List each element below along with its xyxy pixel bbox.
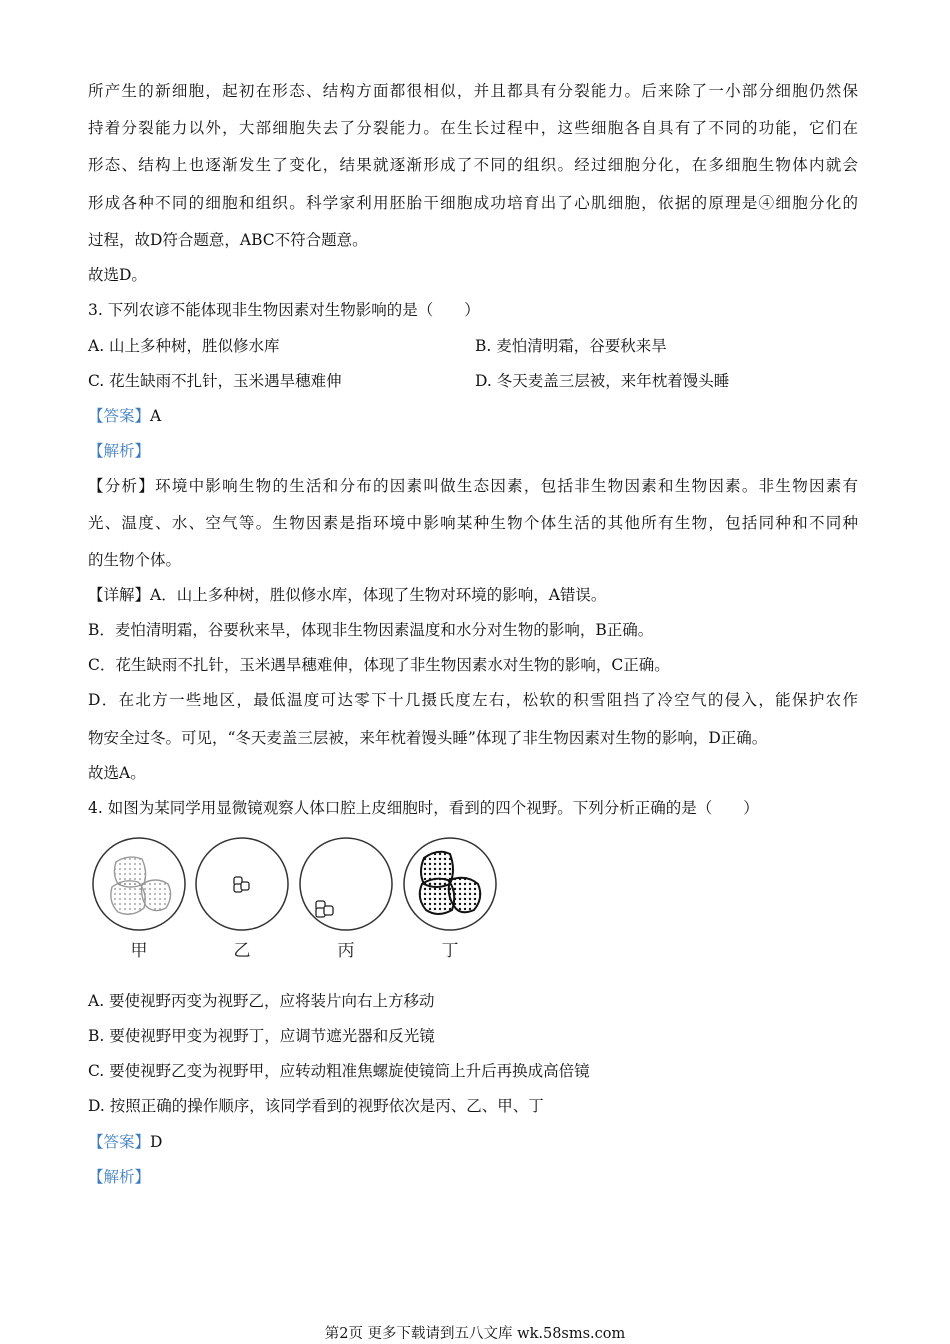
option-c: C. 要使视野乙变为视野甲，应转动粗准焦螺旋使镜筒上升后再换成高倍镜 xyxy=(88,1062,590,1080)
analysis-line: 的生物个体。 xyxy=(88,551,182,569)
fenxi-tag: 【分析】 xyxy=(88,477,156,495)
option-d: D. 冬天麦盖三层被，来年枕着馒头睡 xyxy=(475,372,730,390)
analysis-line xyxy=(88,475,858,497)
option-a: A. 山上多种树，胜似修水库 xyxy=(88,337,280,355)
label-bing: 丙 xyxy=(337,941,355,961)
detail-d-cont: 物安全过冬。可见，“冬天麦盖三层被，来年枕着馒头睡”体现了非生物因素对生物的影响，D正确。 xyxy=(88,729,768,747)
page-footer: 第2页 更多下载请到五八文库 wk.58sms.com xyxy=(324,1326,626,1342)
field-jia xyxy=(93,838,185,930)
answer-line xyxy=(88,1131,858,1153)
microscope-fields-figure xyxy=(88,832,508,962)
analysis-line: 光、温度、水、空气等。生物因素是指环境中影响某种生物个体生活的其他所有生物，包括同种和不同种 xyxy=(88,514,858,532)
option-b: B. 要使视野甲变为视野丁，应调节遮光器和反光镜 xyxy=(88,1027,435,1045)
answer-tag: 【答案】 xyxy=(88,1133,151,1151)
field-yi xyxy=(196,838,288,930)
answer-line xyxy=(88,405,858,427)
paragraph-line: 所产生的新细胞，起初在形态、结构方面都很相似，并且都具有分裂能力。后来除了一小部分细胞仍然保 xyxy=(88,82,858,100)
xiangjie-tag: 【详解】 xyxy=(88,586,151,604)
fields-svg xyxy=(88,832,508,936)
option-b: B. 麦怕清明霜，谷要秋来旱 xyxy=(475,337,667,355)
question-3-stem: 3. 下列农谚不能体现非生物因素对生物影响的是（ ） xyxy=(88,301,480,319)
field-ding xyxy=(404,838,496,930)
option-d: D. 按照正确的操作顺序，该同学看到的视野依次是丙、乙、甲、丁 xyxy=(88,1097,544,1115)
paragraph-line: 持着分裂能力以外，大部细胞失去了分裂能力。在生长过程中，这些细胞各自具有了不同的功能，它们在 xyxy=(88,119,858,137)
detail-a: A．山上多种树，胜似修水库，体现了生物对环境的影响，A错误。 xyxy=(150,586,607,604)
answer-value: D xyxy=(150,1133,163,1151)
detail-c: C．花生缺雨不扎针，玉米遇旱穗难伸，体现了非生物因素水对生物的影响，C正确。 xyxy=(88,656,670,674)
answer-value: A xyxy=(150,407,162,425)
conclusion-line: 故选A。 xyxy=(88,764,146,782)
field-bing xyxy=(300,838,392,930)
fenxi-text: 环境中影响生物的生活和分布的因素叫做生态因素，包括非生物因素和生物因素。非生物因素有 xyxy=(155,477,858,495)
option-c: C. 花生缺雨不扎针，玉米遇旱穗难伸 xyxy=(88,372,342,390)
detail-d: D．在北方一些地区，最低温度可达零下十几摄氏度左右，松软的积雪阻挡了冷空气的侵入，能保护农作 xyxy=(88,691,858,709)
answer-tag: 【答案】 xyxy=(88,407,151,425)
paragraph-line: 形态、结构上也逐渐发生了变化，结果就逐渐形成了不同的组织。经过细胞分化，在多细胞生物体内就会 xyxy=(88,156,858,174)
analysis-heading xyxy=(88,1166,858,1188)
detail-line xyxy=(88,584,858,606)
question-4-stem: 4. 如图为某同学用显微镜观察人体口腔上皮细胞时，看到的四个视野。下列分析正确的是（ ） xyxy=(88,799,759,817)
detail-b: B．麦怕清明霜，谷要秋来旱，体现非生物因素温度和水分对生物的影响，B正确。 xyxy=(88,621,654,639)
option-a: A. 要使视野丙变为视野乙，应将装片向右上方移动 xyxy=(88,992,435,1010)
conclusion-line: 故选D。 xyxy=(88,266,147,284)
paragraph-line: 过程，故D符合题意，ABC不符合题意。 xyxy=(88,231,368,249)
analysis-heading xyxy=(88,440,858,462)
label-jia: 甲 xyxy=(130,941,148,961)
label-ding: 丁 xyxy=(441,941,459,961)
paragraph-line: 形成各种不同的细胞和组织。科学家利用胚胎干细胞成功培育出了心肌细胞，依据的原理是④细胞分化的 xyxy=(88,194,858,212)
jiexi-tag: 【解析】 xyxy=(88,1168,151,1186)
label-yi: 乙 xyxy=(233,941,251,961)
jiexi-tag: 【解析】 xyxy=(88,442,151,460)
